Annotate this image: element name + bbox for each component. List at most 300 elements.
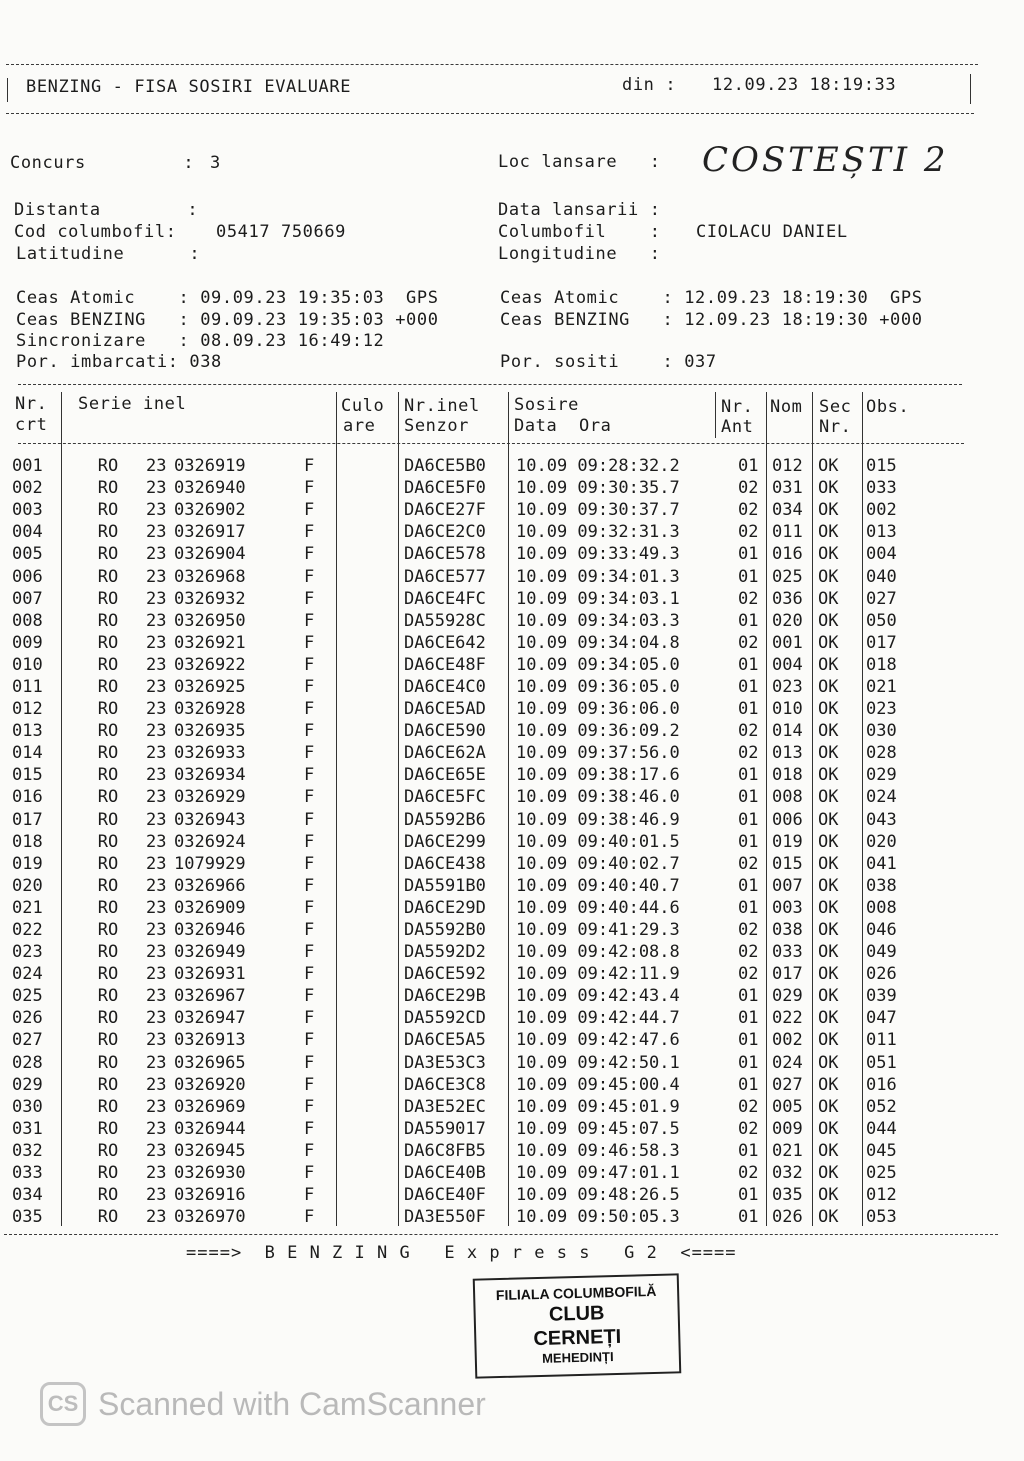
cell-inel: 0326969 [174,1096,246,1117]
cell-sosire: 10.09 09:38:46.9 [516,809,680,830]
cell-sec: OK [818,853,839,874]
cell-inel: 0326919 [174,456,246,477]
cell-sosire: 10.09 09:42:08.8 [516,942,680,963]
stamp-line-2: CLUB [548,1301,605,1326]
cell-nr: 026 [12,1008,43,1029]
cell-obs: 030 [866,721,897,742]
cell-tara: RO [97,765,119,786]
table-row [12,875,920,897]
cell-culoare [334,477,400,499]
col-nr-crt-2: crt [15,415,48,435]
cell-culoare [334,1096,400,1118]
cell-inel: 0326929 [174,787,246,808]
table-header-top-divider [18,384,962,385]
cell-obs: 018 [866,654,897,675]
din-timestamp: 12.09.23 18:19:33 [712,75,897,95]
cell-tara: RO [97,853,119,874]
cell-inel: 0326947 [174,1008,246,1029]
cell-obs: 027 [866,588,897,609]
cell-senzor: DA6CE438 [404,853,486,874]
col-culoare-1: Culo [341,396,385,416]
cell-sosire: 10.09 09:36:05.0 [516,676,680,697]
cell-ant: 01 [738,1052,759,1073]
cell-inel: 1079929 [174,853,246,874]
cell-senzor: DA6CE48F [404,654,486,675]
ceas-benzing-end: Ceas BENZING : 12.09.23 18:19:30 +000 [500,310,923,330]
cell-nom: 010 [772,699,803,720]
cell-nr: 035 [12,1207,43,1228]
col-culoare-2: are [343,416,376,436]
cell-obs: 040 [866,566,897,587]
cell-nom: 035 [772,1185,803,1206]
cell-ant: 01 [738,875,759,896]
table-row [12,1074,920,1096]
cell-senzor: DA6CE29D [404,897,486,918]
cell-tara: RO [97,1118,119,1139]
cell-nom: 014 [772,721,803,742]
cell-ant: 01 [738,1140,759,1161]
cell-obs: 049 [866,942,897,963]
cell-senzor: DA6CE5A5 [404,1030,486,1051]
cell-tara: RO [97,1185,119,1206]
header-top-divider [6,64,978,65]
columbofil-value: CIOLACU DANIEL [696,222,848,242]
cell-obs: 051 [866,1052,897,1073]
arrivals-table [12,455,920,1228]
sincronizare: Sincronizare : 08.09.23 16:49:12 [16,331,385,351]
cell-nr: 009 [12,632,43,653]
cell-culoare [334,676,400,698]
cell-inel: 0326943 [174,809,246,830]
cell-sec: OK [818,1030,839,1051]
cell-ant: 01 [738,809,759,830]
cell-senzor: DA6CE577 [404,566,486,587]
cell-an: 23 [146,1096,167,1117]
cell-an: 23 [146,853,167,874]
table-row [12,1206,920,1228]
cell-nr: 014 [12,743,43,764]
cell-obs: 011 [866,1030,897,1051]
cell-ant: 02 [738,964,759,985]
cell-ant: 02 [738,853,759,874]
cell-sec: OK [818,1207,839,1228]
cell-an: 23 [146,478,167,499]
cell-nr: 010 [12,654,43,675]
header-bottom-divider [6,113,974,114]
header-left-border [7,78,8,102]
cell-culoare [334,919,400,941]
latitudine-label: Latitudine : [16,244,201,264]
cell-inel: 0326940 [174,478,246,499]
cell-ant: 01 [738,610,759,631]
cell-nr: 022 [12,920,43,941]
col-serie-inel: Serie inel [78,394,187,414]
col-obs: Obs. [866,397,910,417]
report-title: BENZING - FISA SOSIRI EVALUARE [26,77,352,97]
cell-nom: 004 [772,654,803,675]
cell-inel: 0326934 [174,765,246,786]
cell-senzor: DA5592CD [404,1008,486,1029]
cell-nom: 024 [772,1052,803,1073]
cell-obs: 015 [866,456,897,477]
cell-obs: 033 [866,478,897,499]
cell-nr: 005 [12,544,43,565]
cell-inel: 0326922 [174,654,246,675]
cell-obs: 020 [866,831,897,852]
cell-sec: OK [818,787,839,808]
cell-sosire: 10.09 09:50:05.3 [516,1207,680,1228]
cell-nom: 033 [772,942,803,963]
cell-sec: OK [818,964,839,985]
cell-culoare [334,831,400,853]
cell-obs: 029 [866,765,897,786]
cell-nr: 021 [12,897,43,918]
cell-nom: 029 [772,986,803,1007]
cell-inel: 0326944 [174,1118,246,1139]
header-right-border [970,74,971,104]
por-sositi: Por. sositi : 037 [500,352,717,372]
cell-sosire: 10.09 09:36:06.0 [516,699,680,720]
cell-sosire: 10.09 09:42:43.4 [516,986,680,1007]
cell-sec: OK [818,986,839,1007]
cell-sosire: 10.09 09:33:49.3 [516,544,680,565]
cell-sex: F [304,522,315,543]
cell-inel: 0326928 [174,699,246,720]
table-row [12,720,920,742]
cell-nom: 015 [772,853,803,874]
cell-tara: RO [97,1008,119,1029]
table-row [12,477,920,499]
cell-inel: 0326968 [174,566,246,587]
cell-an: 23 [146,831,167,852]
camscanner-text: Scanned with CamScanner [98,1385,486,1422]
cell-nom: 001 [772,632,803,653]
cell-sec: OK [818,522,839,543]
cell-culoare [334,1206,400,1228]
cell-obs: 038 [866,875,897,896]
table-row [12,941,920,963]
cell-sex: F [304,456,315,477]
cell-nom: 026 [772,1207,803,1228]
cell-sec: OK [818,654,839,675]
cell-sex: F [304,1163,315,1184]
cell-an: 23 [146,610,167,631]
table-row [12,1184,920,1206]
cell-an: 23 [146,654,167,675]
cell-sosire: 10.09 09:28:32.2 [516,456,680,477]
cell-nom: 011 [772,522,803,543]
cell-nom: 032 [772,1163,803,1184]
cell-tara: RO [97,588,119,609]
cell-nr: 028 [12,1052,43,1073]
cell-sec: OK [818,632,839,653]
cell-culoare [334,1052,400,1074]
cell-nom: 034 [772,500,803,521]
cell-an: 23 [146,1008,167,1029]
cell-sosire: 10.09 09:45:00.4 [516,1074,680,1095]
cell-sex: F [304,500,315,521]
cell-an: 23 [146,676,167,697]
table-row [12,455,920,477]
cell-culoare [334,897,400,919]
cell-sex: F [304,1008,315,1029]
cell-an: 23 [146,765,167,786]
cell-tara: RO [97,787,119,808]
cell-tara: RO [97,500,119,521]
cell-sec: OK [818,478,839,499]
cell-nr: 030 [12,1096,43,1117]
cell-sec: OK [818,566,839,587]
cell-nr: 023 [12,942,43,963]
cell-tara: RO [97,809,119,830]
cell-inel: 0326970 [174,1207,246,1228]
cell-an: 23 [146,1118,167,1139]
cell-tara: RO [97,1207,119,1228]
cell-an: 23 [146,1074,167,1095]
cell-an: 23 [146,588,167,609]
cell-obs: 025 [866,1163,897,1184]
cell-an: 23 [146,897,167,918]
cell-nr: 034 [12,1185,43,1206]
table-row [12,654,920,676]
cell-sosire: 10.09 09:34:04.8 [516,632,680,653]
table-row [12,543,920,565]
cell-an: 23 [146,500,167,521]
table-row [12,897,920,919]
cell-ant: 01 [738,456,759,477]
cell-ant: 02 [738,1163,759,1184]
cell-senzor: DA5592B0 [404,920,486,941]
cell-sex: F [304,1118,315,1139]
cell-senzor: DA3E53C3 [404,1052,486,1073]
data-lansarii-label: Data lansarii : [498,200,661,220]
cell-an: 23 [146,721,167,742]
cell-ant: 01 [738,1030,759,1051]
cell-culoare [334,565,400,587]
col-sec-1: Sec [819,397,852,417]
din-label: din : [622,75,677,95]
cell-sec: OK [818,1185,839,1206]
cell-ant: 02 [738,500,759,521]
cell-tara: RO [97,1030,119,1051]
cell-culoare [334,1140,400,1162]
cell-nom: 031 [772,478,803,499]
cell-an: 23 [146,1207,167,1228]
cell-nom: 027 [772,1074,803,1095]
cell-culoare [334,764,400,786]
cell-nom: 017 [772,964,803,985]
cell-nr: 015 [12,765,43,786]
cell-senzor: DA6CE590 [404,721,486,742]
table-row [12,985,920,1007]
cell-inel: 0326916 [174,1185,246,1206]
cell-nom: 023 [772,676,803,697]
cell-nr: 008 [12,610,43,631]
cell-ant: 01 [738,831,759,852]
cell-senzor: DA5592D2 [404,942,486,963]
cell-an: 23 [146,809,167,830]
table-row [12,632,920,654]
cell-senzor: DA3E52EC [404,1096,486,1117]
cell-sec: OK [818,1052,839,1073]
cell-sosire: 10.09 09:38:46.0 [516,787,680,808]
benzing-express-footer: ====> B E N Z I N G E x p r e s s G 2 <==== [186,1243,737,1263]
cell-ant: 01 [738,1008,759,1029]
cell-nom: 003 [772,897,803,918]
cell-nom: 005 [772,1096,803,1117]
cell-senzor: DA6CE5F0 [404,478,486,499]
cell-obs: 046 [866,920,897,941]
cell-sosire: 10.09 09:38:17.6 [516,765,680,786]
stamp-line-1: FILIALA COLUMBOFILĂ [495,1282,657,1304]
cell-tara: RO [97,721,119,742]
table-bottom-divider [4,1234,998,1235]
columbofil-label: Columbofil : [498,222,661,242]
cell-inel: 0326921 [174,632,246,653]
cell-ant: 02 [738,743,759,764]
cell-an: 23 [146,456,167,477]
table-row [12,1007,920,1029]
cell-inel: 0326920 [174,1074,246,1095]
cell-sosire: 10.09 09:40:01.5 [516,831,680,852]
table-row [12,809,920,831]
cell-inel: 0326935 [174,721,246,742]
cell-sosire: 10.09 09:41:29.3 [516,920,680,941]
cell-an: 23 [146,964,167,985]
table-row [12,1162,920,1184]
cell-nr: 024 [12,964,43,985]
cell-ant: 02 [738,632,759,653]
cell-nom: 008 [772,787,803,808]
cell-sex: F [304,942,315,963]
cell-sosire: 10.09 09:40:40.7 [516,875,680,896]
cell-sex: F [304,964,315,985]
cell-an: 23 [146,566,167,587]
cell-sex: F [304,853,315,874]
cell-senzor: DA559017 [404,1118,486,1139]
cell-ant: 01 [738,1207,759,1228]
cell-sec: OK [818,1008,839,1029]
cell-ant: 01 [738,765,759,786]
cell-nom: 038 [772,920,803,941]
cell-sex: F [304,920,315,941]
cell-culoare [334,588,400,610]
cell-sec: OK [818,765,839,786]
cell-tara: RO [97,743,119,764]
cell-sex: F [304,765,315,786]
table-row [12,676,920,698]
cell-culoare [334,985,400,1007]
cell-tara: RO [97,566,119,587]
cell-culoare [334,1184,400,1206]
cell-nr: 003 [12,500,43,521]
cell-ant: 01 [738,986,759,1007]
ceas-atomic-start: Ceas Atomic : 09.09.23 19:35:03 GPS [16,288,439,308]
cell-obs: 026 [866,964,897,985]
table-row [12,764,920,786]
col-sosire-2: Data Ora [514,416,612,436]
cell-senzor: DA6CE3C8 [404,1074,486,1095]
cell-senzor: DA6CE40F [404,1185,486,1206]
cell-sec: OK [818,1074,839,1095]
cell-obs: 023 [866,699,897,720]
cell-sex: F [304,588,315,609]
cell-ant: 01 [738,1074,759,1095]
cell-sex: F [304,478,315,499]
cell-an: 23 [146,875,167,896]
cell-nr: 033 [12,1163,43,1184]
cell-an: 23 [146,1185,167,1206]
cell-nr: 029 [12,1074,43,1095]
cell-an: 23 [146,920,167,941]
cell-sex: F [304,566,315,587]
cell-culoare [334,853,400,875]
club-stamp [473,1273,682,1378]
cell-senzor: DA6CE27F [404,500,486,521]
cell-inel: 0326909 [174,897,246,918]
cell-sex: F [304,986,315,1007]
distanta-label: Distanta : [14,200,199,220]
cell-obs: 008 [866,897,897,918]
stamp-line-3: CERNEȚI [533,1325,622,1350]
cell-sosire: 10.09 09:34:03.1 [516,588,680,609]
table-row [12,1118,920,1140]
cell-tara: RO [97,920,119,941]
cell-nr: 011 [12,676,43,697]
col-nr-ant-2: Ant [721,417,754,437]
cell-nr: 016 [12,787,43,808]
cell-ant: 02 [738,522,759,543]
cell-nom: 002 [772,1030,803,1051]
cell-senzor: DA6CE642 [404,632,486,653]
cell-sex: F [304,676,315,697]
cell-sosire: 10.09 09:42:47.6 [516,1030,680,1051]
cell-nr: 001 [12,456,43,477]
table-row [12,831,920,853]
cell-sec: OK [818,831,839,852]
cell-inel: 0326945 [174,1140,246,1161]
cell-nr: 018 [12,831,43,852]
cell-tara: RO [97,632,119,653]
cell-culoare [334,499,400,521]
cell-sec: OK [818,1118,839,1139]
cell-nr: 013 [12,721,43,742]
cell-ant: 02 [738,1096,759,1117]
table-row [12,1052,920,1074]
cell-nom: 009 [772,1118,803,1139]
cell-ant: 02 [738,478,759,499]
cell-nom: 012 [772,456,803,477]
cell-obs: 004 [866,544,897,565]
cell-sosire: 10.09 09:42:50.1 [516,1052,680,1073]
cell-sec: OK [818,875,839,896]
cell-ant: 02 [738,1118,759,1139]
cell-tara: RO [97,1140,119,1161]
sep-after-sosire-header [715,392,716,438]
cell-senzor: DA3E550F [404,1207,486,1228]
cell-ant: 01 [738,787,759,808]
cell-inel: 0326950 [174,610,246,631]
table-row [12,786,920,808]
cell-obs: 028 [866,743,897,764]
cell-obs: 052 [866,1096,897,1117]
cell-sec: OK [818,920,839,941]
cell-ant: 01 [738,566,759,587]
cell-senzor: DA55928C [404,610,486,631]
cell-tara: RO [97,654,119,675]
cell-senzor: DA5592B6 [404,809,486,830]
cell-culoare [334,654,400,676]
